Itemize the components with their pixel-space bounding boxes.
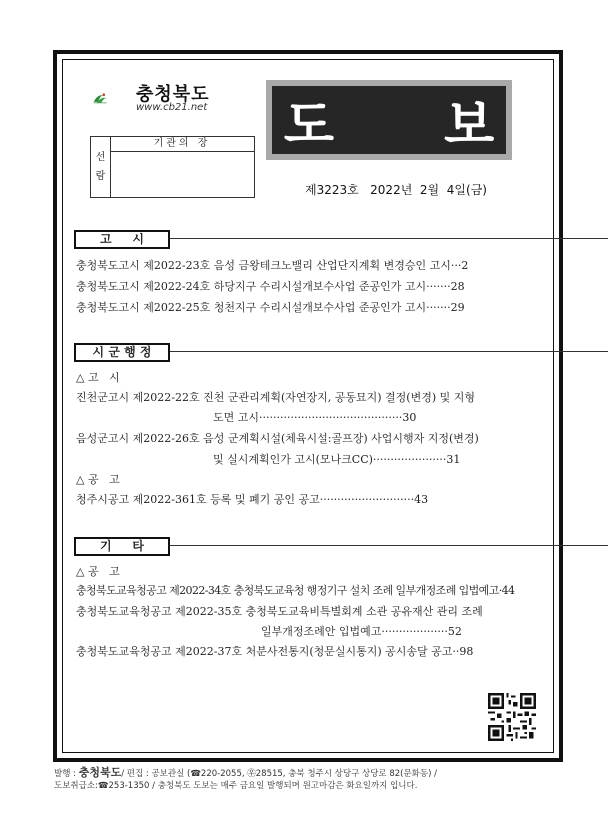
toc-entry[interactable]: 음성군고시 제2022-26호 음성 군계획시설(체육시설:골프장) 사업시행자 지정(변경) (76, 432, 479, 445)
footer-publisher: 충청북도 (78, 766, 122, 779)
approval-box (90, 136, 255, 198)
approval-side-label (91, 137, 111, 197)
toc-entry[interactable]: 충청북도고시 제2022-23호 음성 금왕테크노밸리 산업단지계획 변경승인 고시···2 (76, 259, 469, 272)
footer-publisher-label: 발행 : (54, 769, 79, 779)
toc-entry[interactable]: 충청북도고시 제2022-25호 청천지구 수리시설개보수사업 준공인가 고시·······29 (76, 301, 465, 314)
toc-entry[interactable]: 진천군고시 제2022-22호 진천 군관리계획(자연장지, 공동묘지) 결정(변경) 및 지형 (76, 391, 475, 404)
footer (54, 767, 564, 792)
footer-line1: / 편집 : 공보관실 (☎220-2055, ㉾28515, 충북 청주시 상당구 상당로 82(문화동) / (121, 769, 437, 779)
section-heading-notice: 고 시 (74, 230, 170, 249)
toc-entry-continued[interactable]: 도면 고시·········································30 (213, 411, 417, 424)
chungbuk-logo-icon (93, 80, 137, 116)
qr-code-icon[interactable] (488, 693, 536, 741)
page-title: 도 보 (283, 95, 541, 156)
section-heading-other: 기 타 (74, 537, 170, 556)
issue-info: 제3223호 2022년 2월 4일(금) (305, 183, 487, 197)
toc-entry[interactable]: 충청북도교육청공고 제2022-37호 처분사전통지(청문실시통지) 공시송달 공고··98 (76, 645, 474, 658)
toc-entry[interactable]: 충청북도교육청공고 제2022-34호 충청북도교육청 행정기구 설치 조례 일부개정조례 입법예고·44 (76, 584, 515, 597)
approval-side-char: 람 (95, 171, 106, 182)
org-url: www.cb21.net (136, 102, 208, 113)
toc-entry[interactable]: 충청북도교육청공고 제2022-35호 충청북도교육비특별회계 소관 공유재산 관리 조례 (76, 605, 483, 618)
toc-entry-continued[interactable]: 및 실시계획인가 고시(모나크CC)·····················31 (213, 453, 461, 466)
title-panel (272, 86, 541, 156)
org-name: 충청북도 (136, 84, 210, 105)
subsection-label: △ 공 고 (76, 565, 120, 578)
subsection-label: △ 공 고 (76, 473, 120, 486)
approval-side-char: 선 (95, 152, 106, 163)
toc-entry[interactable]: 충청북도고시 제2022-24호 하당지구 수리시설개보수사업 준공인가 고시·······28 (76, 280, 465, 293)
subsection-label: △ 고 시 (76, 371, 120, 384)
toc-entry-continued[interactable]: 일부개정조례안 입법예고···················52 (261, 625, 462, 638)
approval-header: 기관의 장 (110, 137, 254, 152)
toc-entry[interactable]: 청주시공고 제2022-361호 등록 및 폐기 공인 공고···························43 (76, 493, 429, 506)
footer-line2: 도보취급소:☎253-1350 / 충청북도 도보는 매주 금요일 발행되며 원고마감은 화요일까지 입니다. (54, 781, 418, 791)
section-heading-local-admin: 시 군 행 정 (74, 343, 170, 362)
